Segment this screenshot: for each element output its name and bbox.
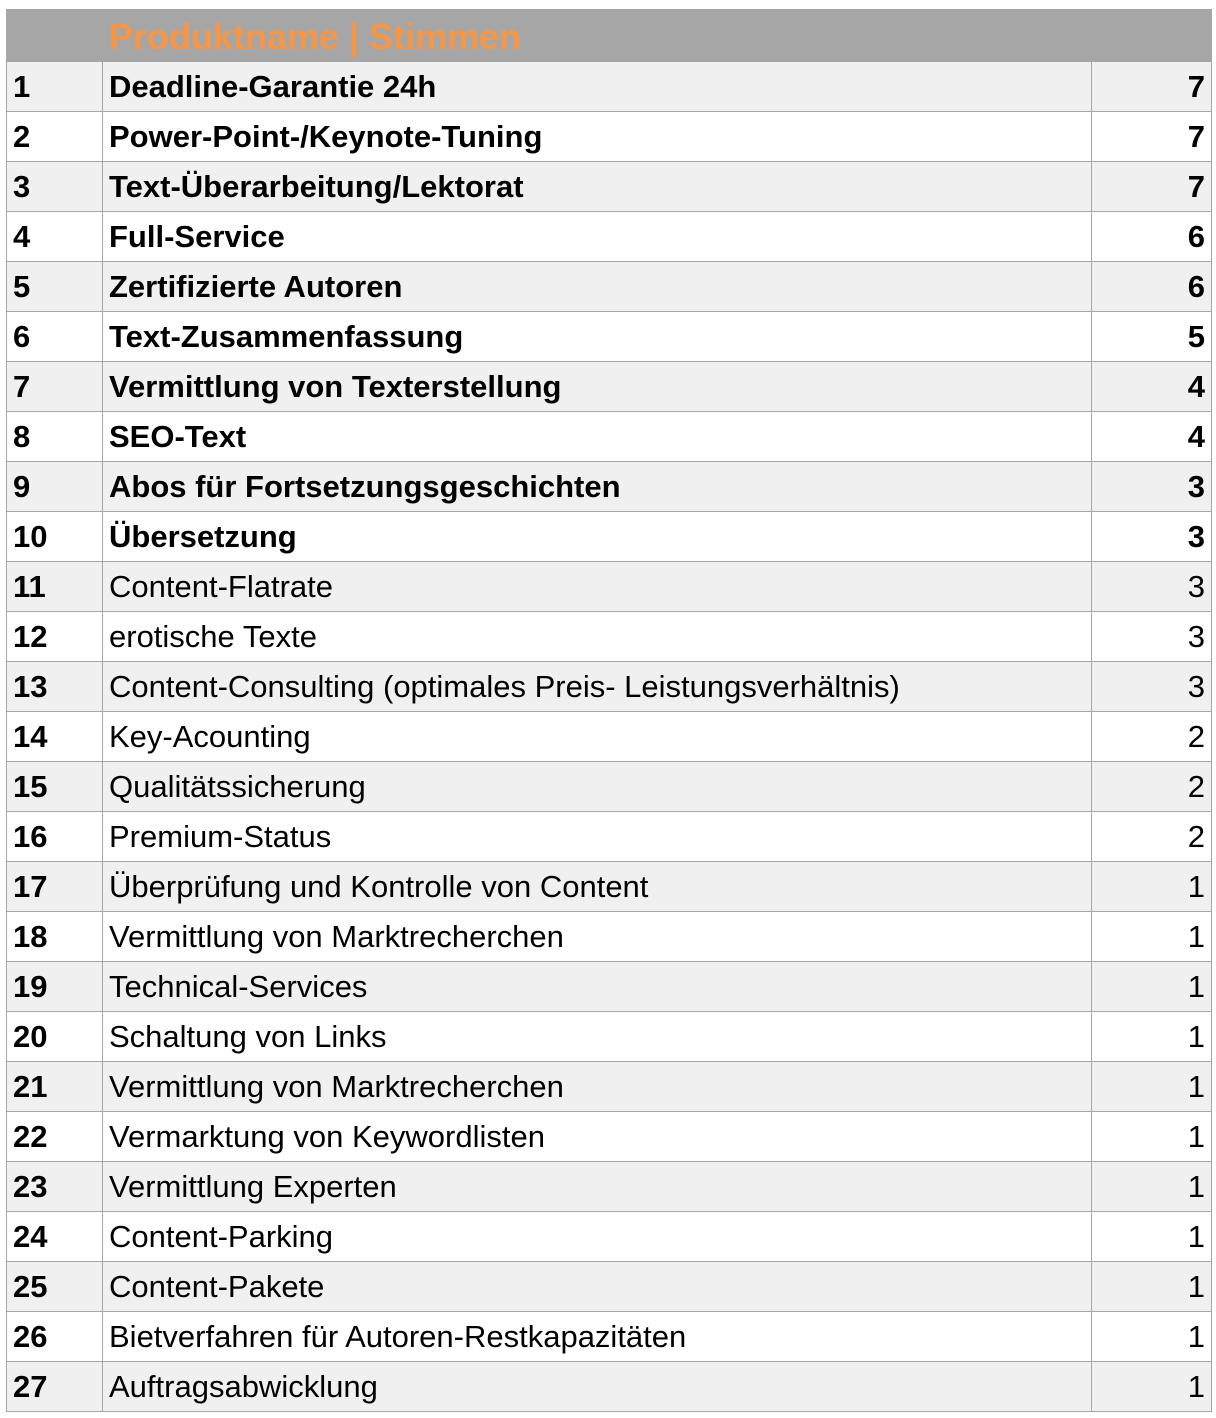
- table-row: [7, 262, 1212, 312]
- rank-cell: 14: [7, 712, 103, 762]
- table-row: [7, 812, 1212, 862]
- table-row: [7, 512, 1212, 562]
- votes-cell: 7: [1092, 162, 1212, 212]
- table-row: [7, 1362, 1212, 1412]
- product-name-cell: Content-Parking: [103, 1212, 1092, 1262]
- votes-cell: 7: [1092, 112, 1212, 162]
- rank-cell: 11: [7, 562, 103, 612]
- table-row: [7, 412, 1212, 462]
- ranking-table: [6, 9, 1212, 1412]
- table-row: [7, 62, 1212, 112]
- votes-cell: 2: [1092, 712, 1212, 762]
- product-name-cell: Deadline-Garantie 24h: [103, 62, 1092, 112]
- product-name-cell: Key-Acounting: [103, 712, 1092, 762]
- header-title: Produktname | Stimmen: [103, 10, 1212, 62]
- table-row: [7, 1162, 1212, 1212]
- votes-cell: 1: [1092, 1212, 1212, 1262]
- product-name-cell: Vermittlung Experten: [103, 1162, 1092, 1212]
- rank-cell: 8: [7, 412, 103, 462]
- votes-cell: 3: [1092, 612, 1212, 662]
- rank-cell: 5: [7, 262, 103, 312]
- votes-cell: 1: [1092, 1362, 1212, 1412]
- votes-cell: 1: [1092, 1012, 1212, 1062]
- product-name-cell: Zertifizierte Autoren: [103, 262, 1092, 312]
- votes-cell: 5: [1092, 312, 1212, 362]
- table-header-row: [7, 10, 1212, 62]
- votes-cell: 6: [1092, 262, 1212, 312]
- rank-cell: 1: [7, 62, 103, 112]
- product-name-cell: Überprüfung und Kontrolle von Content: [103, 862, 1092, 912]
- votes-cell: 4: [1092, 412, 1212, 462]
- rank-cell: 22: [7, 1112, 103, 1162]
- rank-cell: 23: [7, 1162, 103, 1212]
- table-row: [7, 862, 1212, 912]
- rank-cell: 16: [7, 812, 103, 862]
- rank-cell: 7: [7, 362, 103, 412]
- rank-cell: 10: [7, 512, 103, 562]
- table-row: [7, 1312, 1212, 1362]
- table-row: [7, 912, 1212, 962]
- votes-cell: 1: [1092, 1112, 1212, 1162]
- product-name-cell: erotische Texte: [103, 612, 1092, 662]
- votes-cell: 7: [1092, 62, 1212, 112]
- table-row: [7, 712, 1212, 762]
- product-name-cell: Übersetzung: [103, 512, 1092, 562]
- votes-cell: 1: [1092, 862, 1212, 912]
- table-row: [7, 762, 1212, 812]
- table-row: [7, 312, 1212, 362]
- table-row: [7, 212, 1212, 262]
- product-name-cell: Technical-Services: [103, 962, 1092, 1012]
- rank-cell: 18: [7, 912, 103, 962]
- rank-cell: 24: [7, 1212, 103, 1262]
- table-row: [7, 462, 1212, 512]
- rank-cell: 21: [7, 1062, 103, 1112]
- table-row: [7, 1062, 1212, 1112]
- table-row: [7, 1262, 1212, 1312]
- rank-cell: 9: [7, 462, 103, 512]
- rank-cell: 20: [7, 1012, 103, 1062]
- table-row: [7, 362, 1212, 412]
- table-row: [7, 612, 1212, 662]
- product-name-cell: Full-Service: [103, 212, 1092, 262]
- votes-cell: 3: [1092, 562, 1212, 612]
- product-name-cell: Vermarktung von Keywordlisten: [103, 1112, 1092, 1162]
- votes-cell: 2: [1092, 762, 1212, 812]
- product-name-cell: Premium-Status: [103, 812, 1092, 862]
- votes-cell: 3: [1092, 512, 1212, 562]
- votes-cell: 1: [1092, 1312, 1212, 1362]
- rank-cell: 19: [7, 962, 103, 1012]
- votes-cell: 1: [1092, 1162, 1212, 1212]
- product-name-cell: Content-Pakete: [103, 1262, 1092, 1312]
- product-name-cell: Auftragsabwicklung: [103, 1362, 1092, 1412]
- product-name-cell: Bietverfahren für Autoren-Restkapazitäten: [103, 1312, 1092, 1362]
- product-name-cell: Abos für Fortsetzungsgeschichten: [103, 462, 1092, 512]
- votes-cell: 2: [1092, 812, 1212, 862]
- rank-cell: 3: [7, 162, 103, 212]
- product-name-cell: Vermittlung von Texterstellung: [103, 362, 1092, 412]
- product-name-cell: Text-Überarbeitung/Lektorat: [103, 162, 1092, 212]
- votes-cell: 1: [1092, 912, 1212, 962]
- product-name-cell: Content-Flatrate: [103, 562, 1092, 612]
- product-name-cell: Content-Consulting (optimales Preis- Leistungsverhältnis): [103, 662, 1092, 712]
- rank-cell: 15: [7, 762, 103, 812]
- rank-cell: 13: [7, 662, 103, 712]
- rank-cell: 25: [7, 1262, 103, 1312]
- table-row: [7, 112, 1212, 162]
- table-row: [7, 162, 1212, 212]
- table-row: [7, 1112, 1212, 1162]
- rank-cell: 12: [7, 612, 103, 662]
- votes-cell: 3: [1092, 462, 1212, 512]
- product-name-cell: Vermittlung von Marktrecherchen: [103, 912, 1092, 962]
- product-name-cell: Text-Zusammenfassung: [103, 312, 1092, 362]
- votes-cell: 1: [1092, 1262, 1212, 1312]
- rank-cell: 17: [7, 862, 103, 912]
- rank-cell: 6: [7, 312, 103, 362]
- rank-cell: 26: [7, 1312, 103, 1362]
- votes-cell: 4: [1092, 362, 1212, 412]
- product-name-cell: Schaltung von Links: [103, 1012, 1092, 1062]
- product-name-cell: Qualitätssicherung: [103, 762, 1092, 812]
- rank-cell: 4: [7, 212, 103, 262]
- votes-cell: 3: [1092, 662, 1212, 712]
- votes-cell: 6: [1092, 212, 1212, 262]
- rank-cell: 2: [7, 112, 103, 162]
- product-name-cell: SEO-Text: [103, 412, 1092, 462]
- header-rank-cell: [7, 10, 103, 62]
- product-name-cell: Power-Point-/Keynote-Tuning: [103, 112, 1092, 162]
- votes-cell: 1: [1092, 962, 1212, 1012]
- table-row: [7, 662, 1212, 712]
- table-row: [7, 562, 1212, 612]
- product-name-cell: Vermittlung von Marktrecherchen: [103, 1062, 1092, 1112]
- table-row: [7, 1012, 1212, 1062]
- table-row: [7, 1212, 1212, 1262]
- table-body: [7, 10, 1212, 1412]
- votes-cell: 1: [1092, 1062, 1212, 1112]
- rank-cell: 27: [7, 1362, 103, 1412]
- table-row: [7, 962, 1212, 1012]
